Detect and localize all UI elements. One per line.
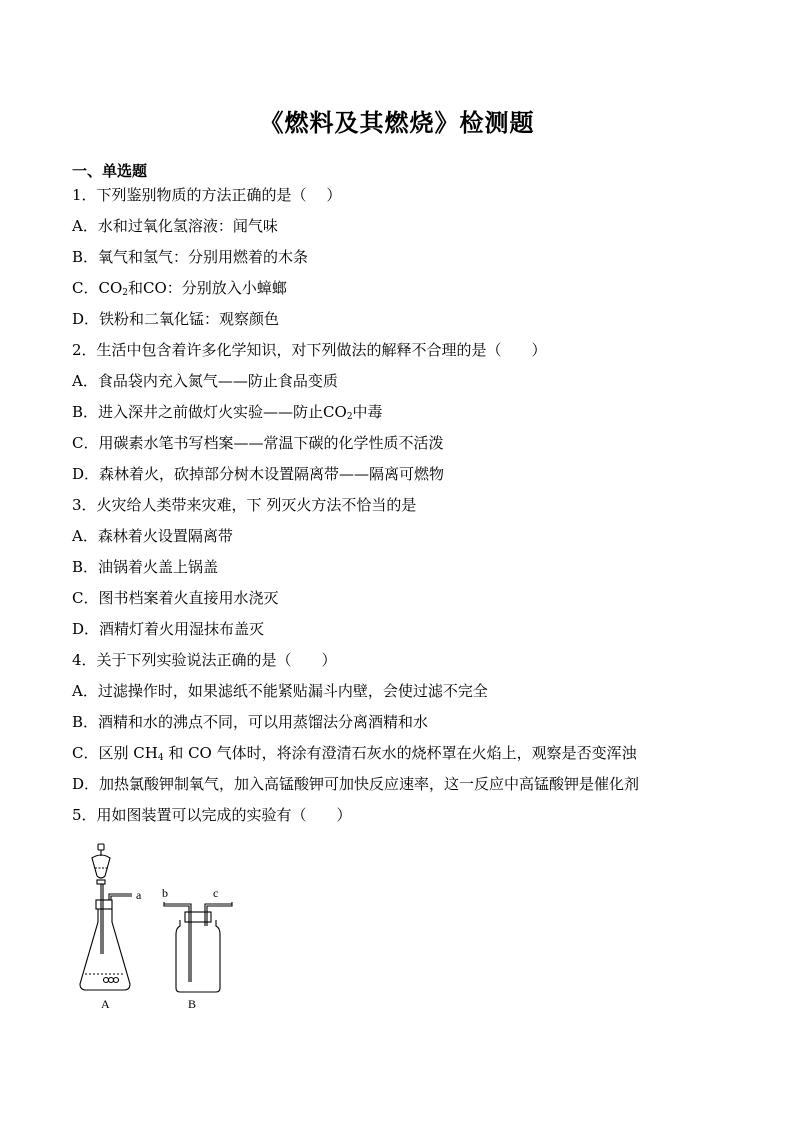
- subscript: 2: [122, 288, 128, 298]
- question-line: [72, 620, 264, 638]
- line-text: D．铁粉和二氧化锰：观察颜色: [72, 310, 280, 328]
- subscript: 4: [157, 753, 164, 763]
- question-line: [72, 186, 341, 204]
- line-text: D．加热氯酸钾制氧气，加入高锰酸钾可加快反应速率，这一反应中高锰酸钾是催化剂: [72, 775, 640, 793]
- apparatus-b: [164, 902, 232, 992]
- apparatus-figure: [72, 842, 242, 1017]
- subscript: 2: [346, 412, 353, 422]
- section-heading: 一、单选题: [72, 162, 148, 180]
- line-text: 2．生活中包含着许多化学知识，对下列做法的解释不合理的是（ ）: [72, 341, 547, 359]
- question-line: [72, 682, 488, 700]
- line-text-continued: 和 CO 气体时，将涂有澄清石灰水的烧杯罩在火焰上，观察是否变浑浊: [163, 744, 637, 762]
- line-text: 3．火灾给人类带来灾难，下 列灭火方法不恰当的是: [72, 496, 417, 514]
- question-line: [72, 558, 218, 576]
- line-text: D．酒精灯着火用湿抹布盖灭: [72, 620, 265, 638]
- line-text: A．水和过氧化氢溶液：闻气味: [72, 217, 278, 235]
- port-b-label: b: [162, 886, 168, 900]
- line-text: 4．关于下列实验说法正确的是（ ）: [72, 651, 337, 669]
- question-line: [72, 806, 352, 824]
- line-text: D．森林着火，砍掉部分树木设置隔离带——隔离可燃物: [72, 465, 445, 483]
- port-c-label: c: [213, 886, 219, 900]
- question-line: [72, 713, 428, 731]
- line-text-continued: 中毒: [352, 403, 383, 421]
- question-line: [72, 341, 547, 359]
- question-line: [72, 775, 639, 793]
- line-text: C．用碳素水笔书写档案——常温下碳的化学性质不活泼: [72, 434, 444, 452]
- question-line: [72, 217, 278, 235]
- question-line: [72, 465, 444, 483]
- question-line: [72, 372, 338, 390]
- line-text: B．进入深井之前做灯火实验——防止CO: [72, 403, 347, 421]
- line-text: 1．下列鉴别物质的方法正确的是（ ）: [72, 186, 342, 204]
- question-line: [72, 279, 287, 302]
- question-line: [72, 496, 416, 514]
- apparatus-a: [80, 844, 132, 990]
- line-text: B．油锅着火盖上锅盖: [72, 558, 219, 576]
- page-title: 《燃料及其燃烧》检测题: [259, 108, 535, 137]
- question-line: [72, 744, 637, 767]
- line-text: B．氧气和氢气：分别用燃着的木条: [72, 248, 309, 266]
- line-text: C．区别 CH: [72, 744, 158, 762]
- line-text: A．过滤操作时，如果滤纸不能紧贴漏斗内壁，会使过滤不完全: [72, 682, 488, 700]
- line-text-continued: 和CO：分别放入小蟑螂: [128, 279, 287, 297]
- line-text: C．CO: [72, 279, 123, 297]
- question-line: [72, 651, 337, 669]
- question-line: [72, 434, 443, 452]
- question-line: [72, 589, 278, 607]
- apparatus-b-label: B: [188, 997, 197, 1011]
- line-text: B．酒精和水的沸点不同，可以用蒸馏法分离酒精和水: [72, 713, 429, 731]
- question-line: [72, 248, 308, 266]
- question-line: [72, 310, 279, 328]
- apparatus-a-label: A: [101, 997, 110, 1011]
- line-text: A．食品袋内充入氮气——防止食品变质: [72, 372, 338, 390]
- port-a-label: a: [136, 888, 142, 902]
- question-line: [72, 527, 233, 545]
- line-text: A．森林着火设置隔离带: [72, 527, 233, 545]
- question-line: [72, 403, 383, 426]
- line-text: 5．用如图装置可以完成的实验有（ ）: [72, 806, 352, 824]
- line-text: C．图书档案着火直接用水浇灭: [72, 589, 279, 607]
